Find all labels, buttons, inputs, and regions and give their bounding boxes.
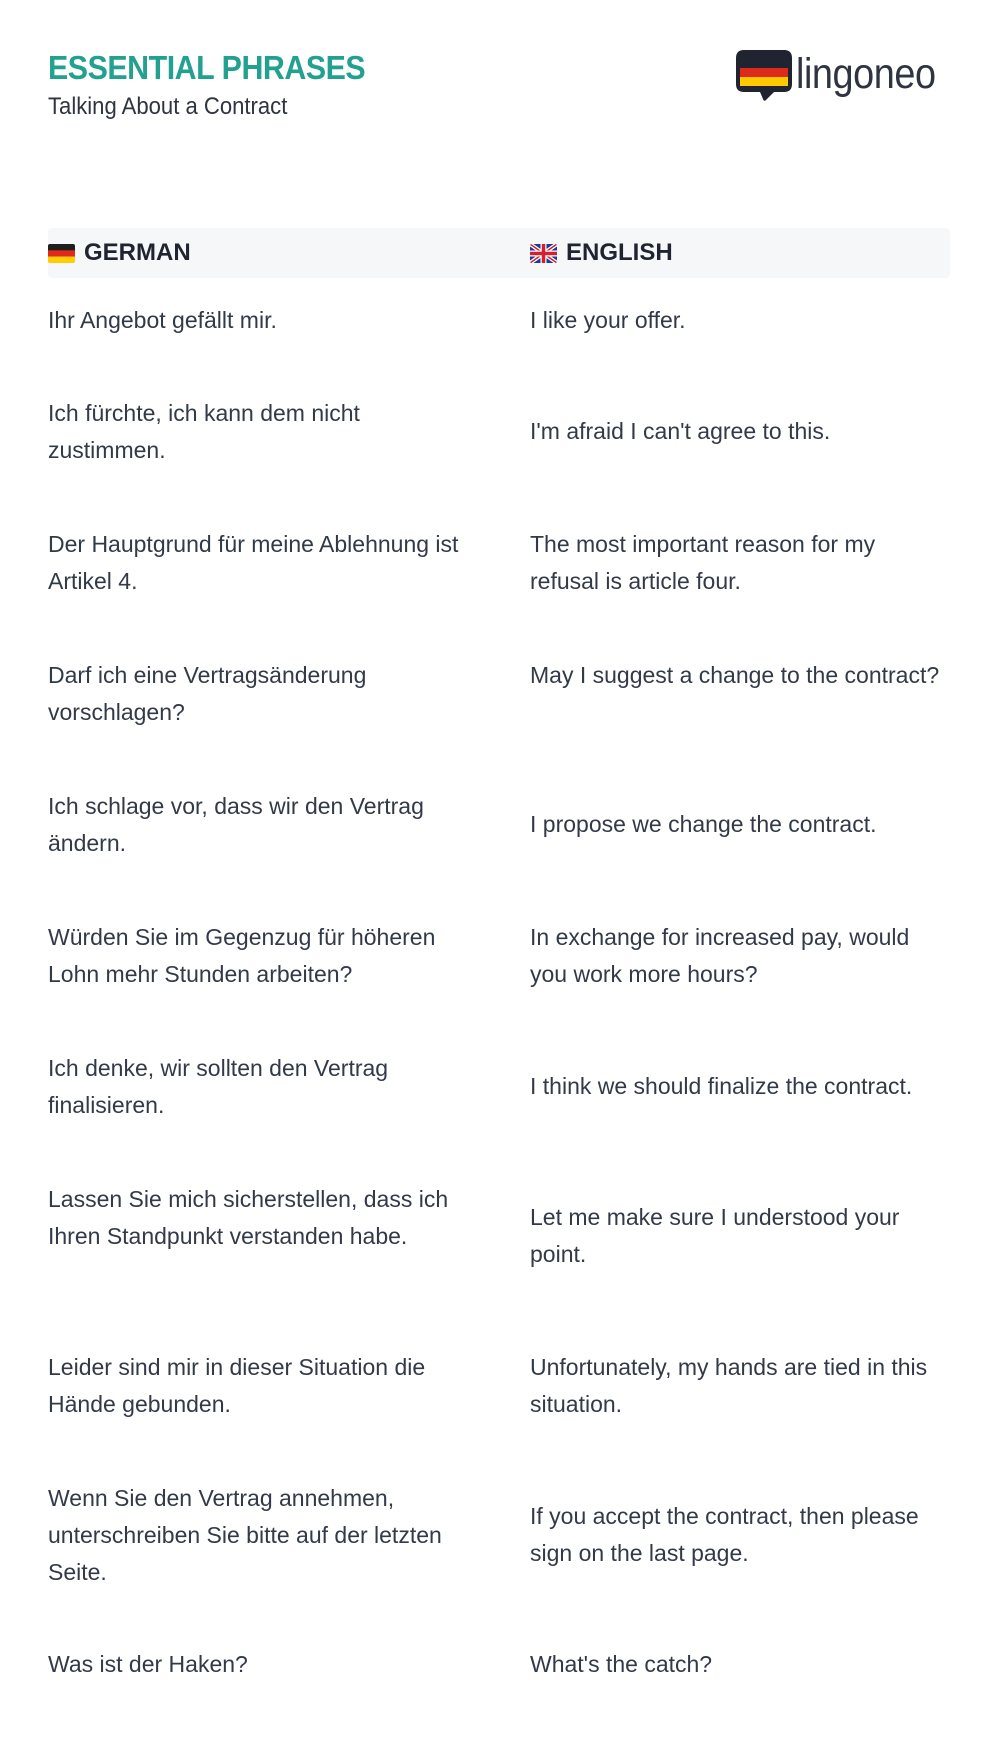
english-phrase: The most important reason for my refusal is article four.	[530, 531, 876, 594]
german-phrase: Würden Sie im Gegenzug für höheren Lohn mehr Stunden arbeiten?	[48, 924, 436, 987]
english-phrase: In exchange for increased pay, would you work more hours?	[530, 924, 910, 987]
english-phrase: If you accept the contract, then please sign on the last page.	[530, 1503, 919, 1566]
german-phrase: Leider sind mir in dieser Situation die Hände gebunden.	[48, 1354, 426, 1417]
english-phrase: What's the catch?	[530, 1651, 713, 1677]
lingoneo-logo	[736, 50, 951, 104]
german-phrase: Wenn Sie den Vertrag annehmen, unterschreiben Sie bitte auf der letzten Seite.	[48, 1485, 442, 1585]
page-title: ESSENTIAL PHRASES	[48, 49, 366, 86]
german-phrase: Was ist der Haken?	[48, 1651, 248, 1677]
column-header-label: GERMAN	[84, 239, 191, 266]
english-phrase: I think we should finalize the contract.	[530, 1073, 913, 1099]
column-header-label: ENGLISH	[566, 239, 673, 266]
german-phrase: Der Hauptgrund für meine Ablehnung ist Artikel 4.	[48, 531, 459, 594]
english-phrase: I like your offer.	[530, 307, 686, 333]
page-subtitle: Talking About a Contract	[48, 93, 288, 120]
column-header-german	[48, 228, 191, 278]
german-phrase: Ihr Angebot gefällt mir.	[48, 307, 277, 333]
column-header-english	[530, 228, 673, 278]
german-phrase: Ich denke, wir sollten den Vertrag finalisieren.	[48, 1055, 389, 1118]
table-header	[48, 228, 950, 278]
logo-text: lingoneo	[796, 50, 936, 98]
speech-bubble-germany-flag-icon	[736, 50, 792, 102]
german-phrase: Darf ich eine Vertragsänderung vorschlagen?	[48, 662, 367, 725]
english-phrase: I propose we change the contract.	[530, 811, 877, 837]
german-phrase: Ich schlage vor, dass wir den Vertrag ändern.	[48, 793, 424, 856]
german-phrase: Ich fürchte, ich kann dem nicht zustimmen.	[48, 400, 360, 463]
english-phrase: Let me make sure I understood your point.	[530, 1204, 900, 1267]
german-phrase: Lassen Sie mich sicherstellen, dass ich Ihren Standpunkt verstanden habe.	[48, 1186, 449, 1249]
page-header	[0, 0, 1000, 140]
english-phrase: May I suggest a change to the contract?	[530, 662, 940, 688]
uk-flag-icon	[530, 244, 557, 263]
english-phrase: I'm afraid I can't agree to this.	[530, 418, 831, 444]
germany-flag-icon	[48, 244, 75, 263]
english-phrase: Unfortunately, my hands are tied in this situation.	[530, 1354, 928, 1417]
